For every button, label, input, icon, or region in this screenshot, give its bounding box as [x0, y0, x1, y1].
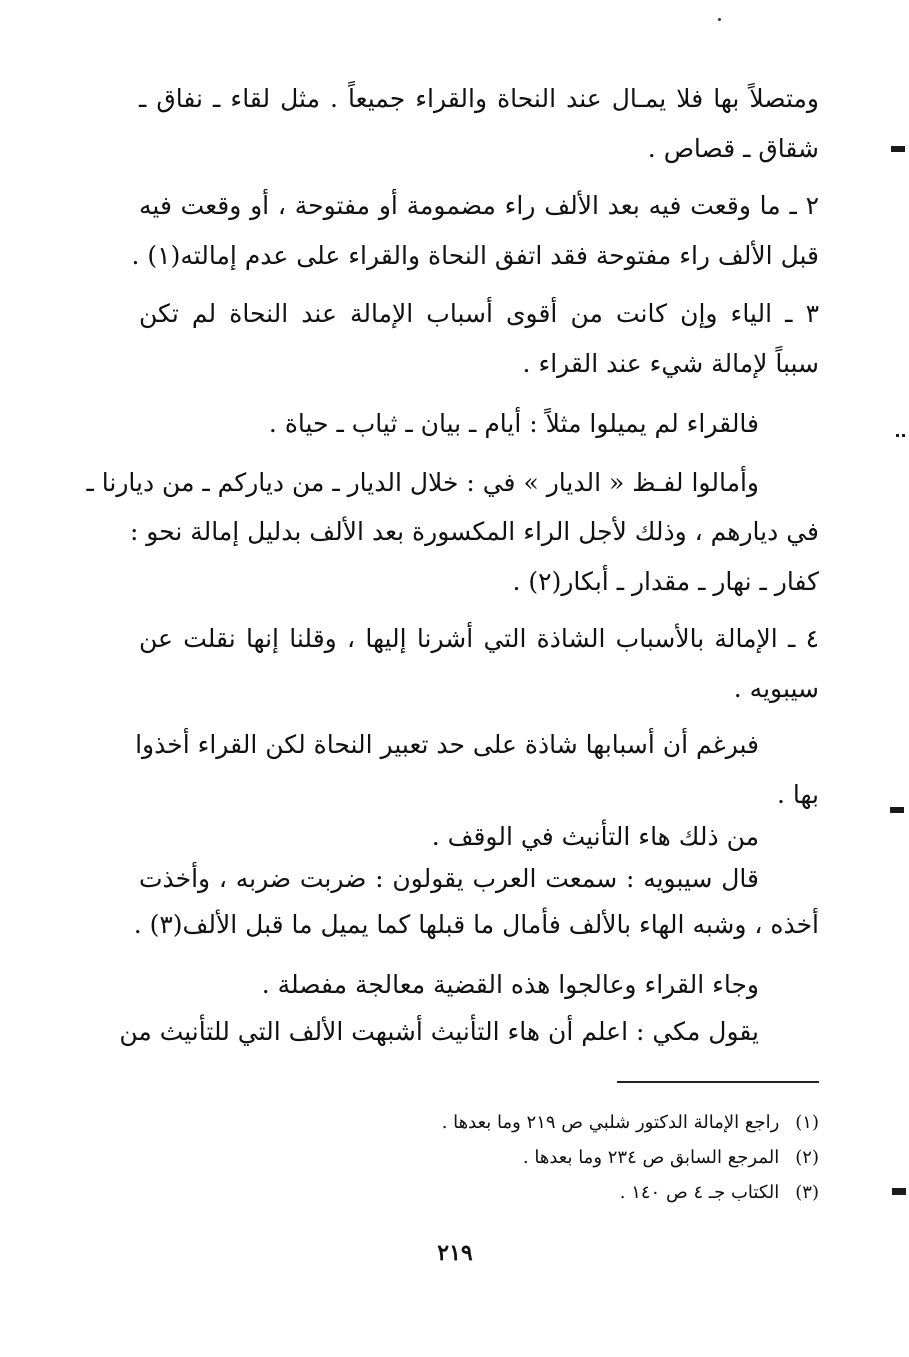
body-line: كفار ـ نهار ـ مقدار ـ أبكار(٢) . — [512, 567, 819, 596]
body-line: فبرغم أن أسبابها شاذة على حد تعبير النحاة لكن القراء أخذوا — [135, 730, 759, 759]
scan-edge-mark — [891, 146, 905, 152]
body-line: ٤ ـ الإمالة بالأسباب الشاذة التي أشرنا إليها ، وقلنا إنها نقلت عن — [139, 624, 819, 653]
body-line: وأمالوا لفـظ « الديار » في : خلال الديار ـ من دياركم ـ من ديارنا ـ — [86, 468, 759, 497]
body-line: ٣ ـ الياء وإن كانت من أقوى أسباب الإمالة عند النحاة لم تكن — [139, 299, 819, 328]
body-line: في ديارهم ، وذلك لأجل الراء المكسورة بعد الألف بدليل إمالة نحو : — [129, 517, 819, 546]
scan-edge-mark — [890, 807, 904, 813]
footnote-number: (٢) — [795, 1147, 819, 1168]
footnote-text: راجع الإمالة الدكتور شلبي ص ٢١٩ وما بعدها . — [441, 1112, 780, 1133]
body-line: فالقراء لم يميلوا مثلاً : أيام ـ بيان ـ ثياب ـ حياة . — [268, 409, 759, 438]
scan-speck — [902, 434, 905, 437]
page-number: ٢١٩ — [437, 1240, 473, 1266]
footnote-text: الكتاب جـ ٤ ص ١٤٠ . — [619, 1182, 780, 1203]
footnote-number: (٣) — [795, 1182, 819, 1203]
footnote-text: المرجع السابق ص ٢٣٤ وما بعدها . — [522, 1147, 780, 1168]
scan-speck — [896, 434, 899, 437]
body-line: سبباً لإمالة شيء عند القراء . — [522, 349, 819, 378]
body-line: بها . — [777, 780, 819, 809]
body-line: من ذلك هاء التأنيث في الوقف . — [431, 822, 759, 851]
footnote-separator — [617, 1081, 819, 1083]
body-line: أخذه ، وشبه الهاء بالألف فأمال ما قبلها كما يميل ما قبل الألف(٣) . — [133, 910, 819, 939]
body-line: سيبويه . — [733, 674, 819, 703]
footnote-number: (١) — [795, 1112, 819, 1133]
body-line: قبل الألف راء مفتوحة فقد اتفق النحاة والقراء على عدم إمالته(١) . — [131, 241, 819, 270]
footnote — [139, 1143, 819, 1173]
body-line: شقاق ـ قصاص . — [647, 134, 819, 163]
body-line: يقول مكي : اعلم أن هاء التأنيث أشبهت الألف التي للتأنيث من — [119, 1017, 759, 1046]
scan-edge-mark — [892, 1188, 906, 1195]
body-line: وجاء القراء وعالجوا هذه القضية معالجة مفصلة . — [261, 970, 759, 999]
footnote — [139, 1108, 819, 1138]
body-line: ومتصلاً بها فلا يمـال عند النحاة والقراء جميعاً . مثل لقاء ـ نفاق ـ — [139, 84, 819, 113]
footnote — [139, 1178, 819, 1208]
body-line: قال سيبويه : سمعت العرب يقولون : ضربت ضربه ، وأخذت — [139, 864, 759, 893]
scan-speck — [718, 18, 721, 21]
body-line: ٢ ـ ما وقعت فيه بعد الألف راء مضمومة أو مفتوحة ، أو وقعت فيه — [139, 191, 819, 220]
